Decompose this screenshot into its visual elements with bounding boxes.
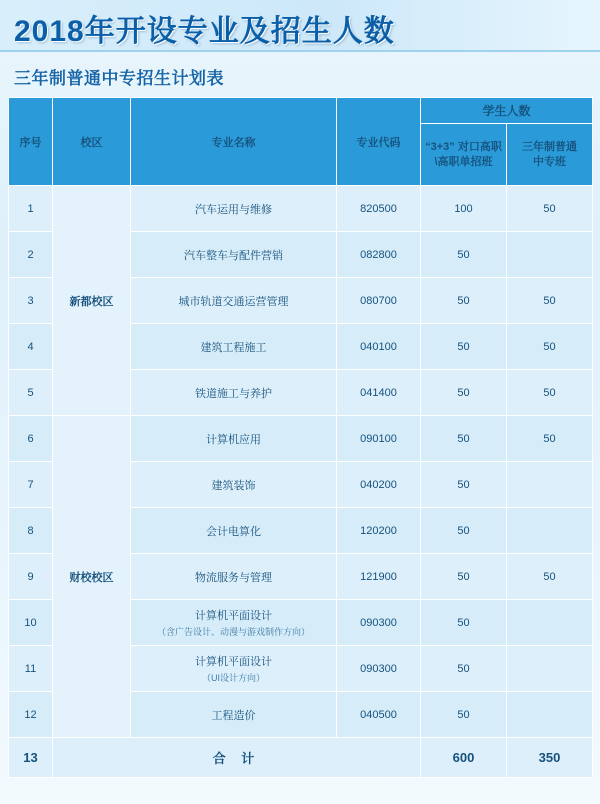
cell-code: 041400 xyxy=(337,370,421,416)
cell-major: 计算机应用 xyxy=(131,416,337,462)
cell-code: 820500 xyxy=(337,186,421,232)
cell-major-note: （含广告设计、动漫与游戏制作方向） xyxy=(156,627,310,637)
cell-index: 12 xyxy=(9,692,53,738)
cell-major xyxy=(131,600,337,646)
cell-code: 090300 xyxy=(337,646,421,692)
cell-students-vocational: 50 xyxy=(421,646,507,692)
cell-students-vocational: 50 xyxy=(421,600,507,646)
cell-major: 汽车运用与维修 xyxy=(131,186,337,232)
title-banner xyxy=(0,0,600,52)
cell-students-regular: 50 xyxy=(507,416,593,462)
cell-code: 090100 xyxy=(337,416,421,462)
cell-students-vocational: 50 xyxy=(421,278,507,324)
cell-major: 建筑装饰 xyxy=(131,462,337,508)
cell-total-label: 合 计 xyxy=(53,738,421,778)
cell-index: 6 xyxy=(9,416,53,462)
cell-students-vocational: 50 xyxy=(421,554,507,600)
cell-index: 5 xyxy=(9,370,53,416)
cell-index: 4 xyxy=(9,324,53,370)
cell-students-vocational: 50 xyxy=(421,370,507,416)
cell-students-vocational: 50 xyxy=(421,692,507,738)
cell-index-total: 13 xyxy=(9,738,53,778)
cell-index: 8 xyxy=(9,508,53,554)
cell-students-regular: 50 xyxy=(507,186,593,232)
enrollment-plan-table xyxy=(8,97,593,778)
cell-students-vocational: 50 xyxy=(421,508,507,554)
table-body xyxy=(9,186,593,778)
cell-major: 物流服务与管理 xyxy=(131,554,337,600)
cell-students-vocational: 100 xyxy=(421,186,507,232)
cell-students-regular xyxy=(507,462,593,508)
cell-students-regular xyxy=(507,692,593,738)
cell-index: 9 xyxy=(9,554,53,600)
cell-index: 10 xyxy=(9,600,53,646)
cell-code: 040200 xyxy=(337,462,421,508)
cell-total-regular: 350 xyxy=(507,738,593,778)
table-head xyxy=(9,98,593,186)
cell-students-vocational: 50 xyxy=(421,232,507,278)
cell-major: 工程造价 xyxy=(131,692,337,738)
cell-major: 会计电算化 xyxy=(131,508,337,554)
cell-campus: 新都校区 xyxy=(53,186,131,416)
section-subtitle: 三年制普通中专招生计划表 xyxy=(14,69,224,88)
cell-code: 120200 xyxy=(337,508,421,554)
header-row-group xyxy=(9,98,593,124)
cell-index: 2 xyxy=(9,232,53,278)
cell-major: 铁道施工与养护 xyxy=(131,370,337,416)
page-title: 2018年开设专业及招生人数 xyxy=(14,15,395,48)
cell-major: 建筑工程施工 xyxy=(131,324,337,370)
table-row-total xyxy=(9,738,593,778)
cell-major-note: （UI设计方向） xyxy=(201,673,265,683)
column-header-students-group: 学生人数 xyxy=(421,98,593,124)
cell-major: 汽车整车与配件营销 xyxy=(131,232,337,278)
cell-index: 1 xyxy=(9,186,53,232)
cell-students-regular: 50 xyxy=(507,554,593,600)
table-row xyxy=(9,416,593,462)
cell-code: 080700 xyxy=(337,278,421,324)
cell-code: 040100 xyxy=(337,324,421,370)
cell-major-name: 计算机平面设计 xyxy=(195,656,272,668)
column-header-index: 序号 xyxy=(9,98,53,186)
cell-students-regular: 50 xyxy=(507,324,593,370)
cell-major-name: 计算机平面设计 xyxy=(195,610,272,622)
cell-students-regular: 50 xyxy=(507,370,593,416)
cell-students-vocational: 50 xyxy=(421,416,507,462)
column-header-students-vocational: “3+3” 对口高职\高职单招班 xyxy=(421,124,507,186)
cell-index: 3 xyxy=(9,278,53,324)
cell-students-regular xyxy=(507,508,593,554)
cell-students-regular: 50 xyxy=(507,278,593,324)
column-header-students-regular: 三年制普通 中专班 xyxy=(507,124,593,186)
cell-campus: 财校校区 xyxy=(53,416,131,738)
cell-major: 城市轨道交通运营管理 xyxy=(131,278,337,324)
column-header-code: 专业代码 xyxy=(337,98,421,186)
cell-students-vocational: 50 xyxy=(421,324,507,370)
column-header-campus: 校区 xyxy=(53,98,131,186)
cell-major xyxy=(131,646,337,692)
cell-code: 090300 xyxy=(337,600,421,646)
cell-students-regular xyxy=(507,646,593,692)
cell-index: 7 xyxy=(9,462,53,508)
cell-students-vocational: 50 xyxy=(421,462,507,508)
cell-code: 082800 xyxy=(337,232,421,278)
column-header-major: 专业名称 xyxy=(131,98,337,186)
cell-students-regular xyxy=(507,232,593,278)
cell-code: 040500 xyxy=(337,692,421,738)
cell-total-vocational: 600 xyxy=(421,738,507,778)
cell-index: 11 xyxy=(9,646,53,692)
cell-code: 121900 xyxy=(337,554,421,600)
table-row xyxy=(9,186,593,232)
cell-students-regular xyxy=(507,600,593,646)
